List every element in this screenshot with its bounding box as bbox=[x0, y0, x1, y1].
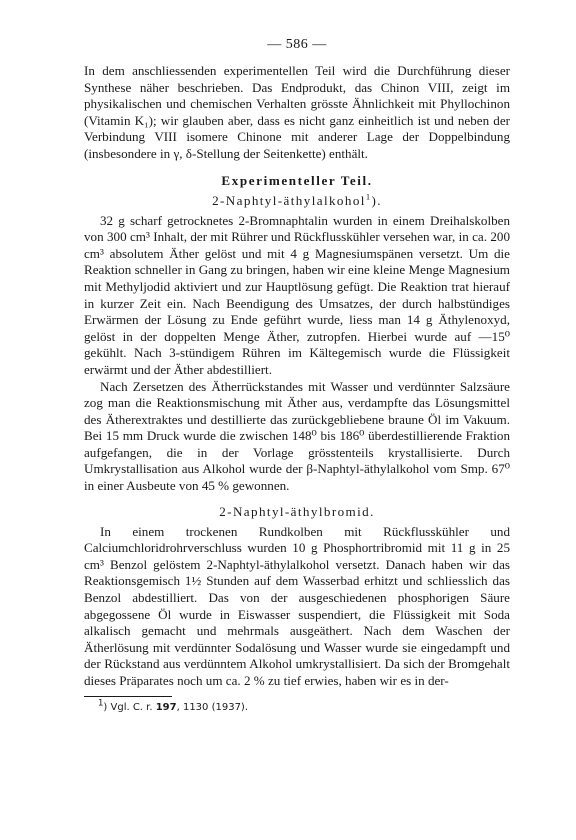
footnote-divider bbox=[84, 696, 172, 697]
footnote-text-after: , 1130 (1937). bbox=[176, 701, 249, 713]
subsection-title-naphtyl-aethylalkohol bbox=[84, 192, 510, 209]
subsection-title-end: ). bbox=[371, 192, 382, 208]
paragraph-workup-distillation: Nach Zersetzen des Ätherrückstandes mit Wasser und verdünnter Salzsäure zog man die Reaktionsmischung mit Äther aus, verdampfte das Lösungsmittel des Ätherextraktes und destillierte das zurückgebliebene braune Öl im Vakuum. Bei 15 mm Druck wurde die zwischen 148⁰ bis 186⁰ überdestillierende Fraktion aufgefangen, die in der Vorlage grösstenteils krystallisierte. Durch Umkrystallisation aus Alkohol wurde der β-Naphtyl-äthylalkohol vom Smp. 67⁰ in einer Ausbeute von 45 % gewonnen. bbox=[84, 378, 510, 494]
paragraph-grignard-reaction: 32 g scharf getrocknetes 2-Bromnaphtalin wurden in einem Dreihalskolben von 300 cm³ Inhalt, der mit Rührer und Rückflusskühler versehen war, in ca. 200 cm³ absolutem Äther gelöst und mit 4 g Magnesiumspänen versetzt. Um die Reaktion schneller in Gang zu bringen, haben wir eine kleine Menge Magnesium mit Methyljodid aktiviert und zur Hauptlösung gefügt. Die Reaktion trat hierauf in kurzer Zeit ein. Nach Beendigung des Umsatzes, der durch halbstündiges Erwärmen der Lösung zu Ende geführt wurde, liess man 14 g Äthylenoxyd, gelöst in der doppelten Menge Äther, zutropfen. Hierbei wurde auf —15⁰ gekühlt. Nach 3-stündigem Rühren im Kältegemisch wurde die Flüssigkeit erwärmt und der Äther abdestilliert. bbox=[84, 212, 510, 377]
footnote-volume: 197 bbox=[155, 701, 177, 713]
footnote-mark: 1 bbox=[98, 698, 104, 709]
intro-paragraph: In dem anschliessenden experimentellen Teil wird die Durchführung dieser Synthese näher beschrieben. Das Endprodukt, das Chinon VIII, zeigt im physikalischen und chemischen Verhalten grösste Ähnlichkeit mit Phyllochinon (Vitamin K₁); wir glauben aber, dass es nicht ganz einheitlich ist und neben der Verbindung VIII isomere Chinone mit anderer Lage der Doppelbindung (insbesondere in γ, δ-Stellung der Seitenkette) enthält. bbox=[84, 63, 510, 161]
page-number: — 586 — bbox=[267, 37, 327, 52]
footnote bbox=[98, 698, 510, 714]
subsection-title-naphtyl-aethylbromid: 2-Naphtyl-äthylbromid. bbox=[219, 503, 375, 519]
footnote-reference: 1 bbox=[365, 191, 372, 202]
subsection-title-text: 2-Naphtyl-äthylalkohol bbox=[212, 192, 366, 208]
paragraph-bromination: In einem trockenen Rundkolben mit Rückflusskühler und Calciumchloridrohrverschluss wurden 10 g Phosphortribromid mit 11 g in 25 cm³ Benzol gelöstem 2-Naphtyl-äthylalkohol versetzt. Danach haben wir das Reaktionsgemisch 1½ Stunden auf dem Wasserbad erhitzt und schliesslich das Benzol abdestilliert. Das von der ausgeschiedenen phosphorigen Säure abgegossene Öl wurde in Eiswasser suspendiert, die Flüssigkeit mit Soda alkalisch gemacht und mehrmals ausgeäthert. Nach dem Waschen der Ätherlösung mit verdünnter Sodalösung und Wasser wurde sie eingedampft und der Rückstand aus verdünntem Alkohol umkrystallisiert. Da sich der Bromgehalt dieses Präparates noch um ca. 2 % zu tief erwies, haben wir es in der- bbox=[84, 523, 510, 688]
footnote-text-before: ) Vgl. C. r. bbox=[103, 701, 156, 713]
section-heading: Experimenteller Teil. bbox=[221, 172, 373, 188]
